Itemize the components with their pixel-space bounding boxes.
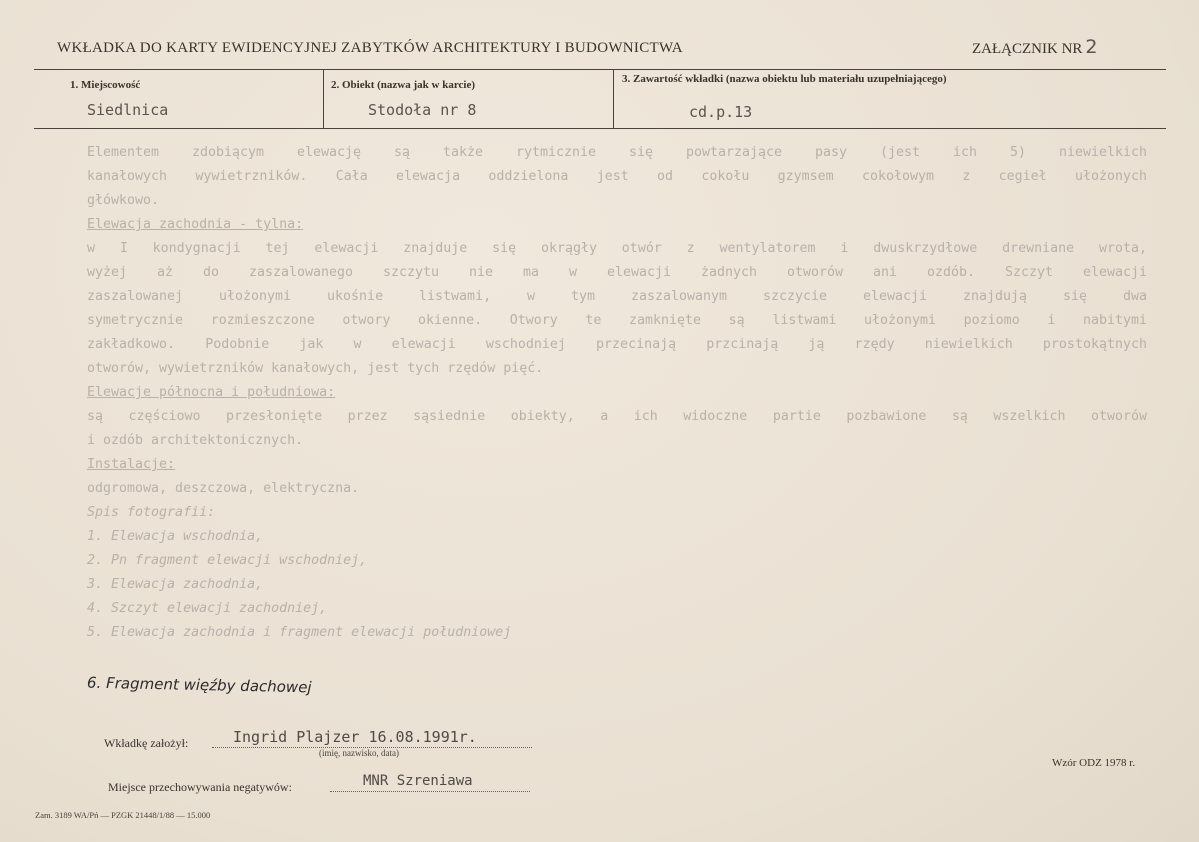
installations-text: odgromowa, deszczowa, elektryczna. <box>87 481 360 496</box>
photos-heading: Spis fotografii: <box>87 505 216 520</box>
contents-label: 3. Zawartość wkładki (nazwa obiektu lub materiału uzupełniającego) <box>622 73 947 85</box>
table-top-rule <box>34 69 1166 70</box>
body-line: i ozdób architektonicznych. <box>87 433 304 448</box>
body-line: symetrycznie rozmieszczone otwory okienne. Otwory te zamknięte są listwami ułożonymi poziomo i nabitymi <box>87 313 1147 328</box>
body-line: kanałowych wywietrzników. Cała elewacja oddzielona jest od cokołu gzymsem cokołowym z cegieł ułożonych <box>87 169 1147 184</box>
body-line: zakładkowo. Podobnie jak w elewacji wschodniej przecinają przcinają ją rzędy niewielkich prostokątnych <box>87 337 1147 352</box>
print-order-info: Zam. 3189 WA/Pń — PZGK 21448/1/88 — 15.000 <box>35 810 211 820</box>
object-label: 2. Obiekt (nazwa jak w karcie) <box>331 79 476 91</box>
handwritten-photo-item: 6. Fragment więźby dachowej <box>86 673 312 697</box>
photo-item: 5. Elewacja zachodnia i fragment elewacji południowej <box>87 625 512 640</box>
form-template-label: Wzór ODZ 1978 r. <box>1052 757 1136 769</box>
table-bottom-rule <box>34 128 1166 129</box>
body-line: otworów, wywietrzników kanałowych, jest tych rzędów pięć. <box>87 361 544 376</box>
body-line: główkowo. <box>87 193 160 208</box>
created-by-label: Wkładkę założył: <box>104 736 189 750</box>
body-line: zaszalowanej ułożonymi ukośnie listwami, w tym zaszalowanym szczycie elewacji znajdują się dwa <box>87 289 1147 304</box>
north-south-heading: Elewacje północna i południowa: <box>87 385 336 400</box>
column-divider <box>323 69 324 128</box>
description-body <box>87 141 1147 645</box>
created-by-caption: (imię, nazwisko, data) <box>319 748 399 758</box>
body-line: w I kondygnacji tej elewacji znajduje się okrągły otwór z wentylatorem i dwuskrzydłowe drewniane wrota, <box>87 241 1147 256</box>
annex-label <box>972 36 1098 58</box>
installations-heading: Instalacje: <box>87 457 176 472</box>
photo-item: 3. Elewacja zachodnia, <box>87 577 264 592</box>
body-line: Elementem zdobiącym elewację są także rytmicznie się powtarzające pasy (jest ich 5) niewielkich <box>87 145 1147 160</box>
photo-item: 1. Elewacja wschodnia, <box>87 529 264 544</box>
body-line: wyżej aż do zaszalowanego szczytu nie ma w elewacji żadnych otworów ani ozdób. Szczyt elewacji <box>87 265 1147 280</box>
object-value: Stodoła nr 8 <box>368 101 477 119</box>
contents-value: cd.p.13 <box>689 103 753 121</box>
form-title: WKŁADKA DO KARTY EWIDENCYJNEJ ZABYTKÓW ARCHITEKTURY I BUDOWNICTWA <box>57 40 683 56</box>
locality-value: Siedlnica <box>87 101 169 119</box>
column-divider <box>613 69 614 128</box>
negatives-location-label: Miejsce przechowywania negatywów: <box>108 780 292 794</box>
negatives-location-value: MNR Szreniawa <box>363 773 473 789</box>
photo-item: 2. Pn fragment elewacji wschodniej, <box>87 553 368 568</box>
annex-label-text: ZAŁĄCZNIK NR <box>972 41 1083 57</box>
photo-item: 4. Szczyt elewacji zachodniej, <box>87 601 328 616</box>
body-line: są częściowo przesłonięte przez sąsiednie obiekty, a ich widoczne partie pozbawione są wszelkich otworów <box>87 409 1147 424</box>
created-by-value: Ingrid Plajzer 16.08.1991r. <box>233 728 477 746</box>
locality-label: 1. Miejscowość <box>70 79 141 91</box>
west-elevation-heading: Elewacja zachodnia - tylna: <box>87 217 304 232</box>
negatives-location-line <box>330 791 530 792</box>
annex-number: 2 <box>1085 36 1098 58</box>
